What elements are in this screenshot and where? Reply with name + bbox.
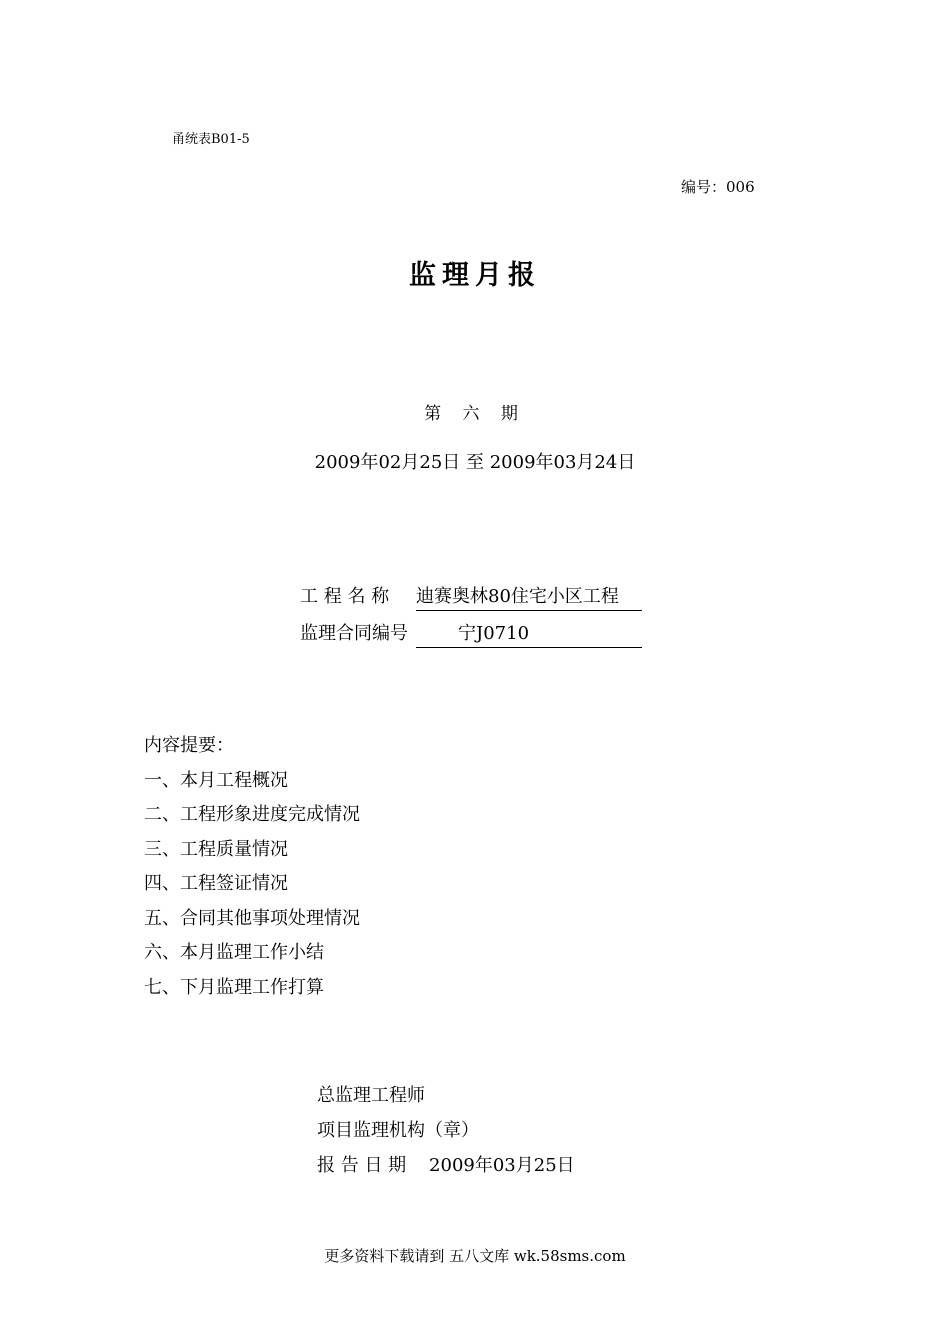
summary-item: 二、工程形象进度完成情况 [144,804,360,825]
chief-engineer-label: 总监理工程师 [317,1085,425,1106]
serial-number: 编号：006 [681,178,755,196]
page-title: 监理月报 [409,260,541,291]
project-name-row [300,582,642,611]
contract-number-label: 监理合同编号 [300,623,408,644]
summary-heading: 内容提要： [144,735,234,756]
summary-item: 七、下月监理工作打算 [144,976,324,998]
content-summary [144,729,360,1005]
summary-item: 五、合同其他事项处理情况 [144,907,360,929]
footer-note: 更多资料下载请到 五八文库 wk.58sms.com [324,1247,626,1265]
report-period: 2009年02月25日 至 2009年03月24日 [314,452,636,473]
issue-number: 第 六 期 [424,404,526,424]
summary-item: 一、本月工程概况 [144,769,288,791]
contract-number-value: 宁J0710 [416,619,642,648]
report-date: 报 告 日 期 2009年03月25日 [317,1155,575,1176]
contract-number-row [300,619,642,648]
project-name-value: 迪赛奥林80住宅小区工程 [416,582,642,611]
organization-seal-label: 项目监理机构（章） [317,1120,479,1141]
form-code: 甬统表B01-5 [172,132,250,147]
summary-item: 三、工程质量情况 [144,838,288,860]
summary-item: 四、工程签证情况 [144,873,288,894]
project-name-label: 工 程 名 称 [300,586,390,607]
signoff-block [317,1078,575,1183]
summary-item: 六、本月监理工作小结 [144,942,324,963]
